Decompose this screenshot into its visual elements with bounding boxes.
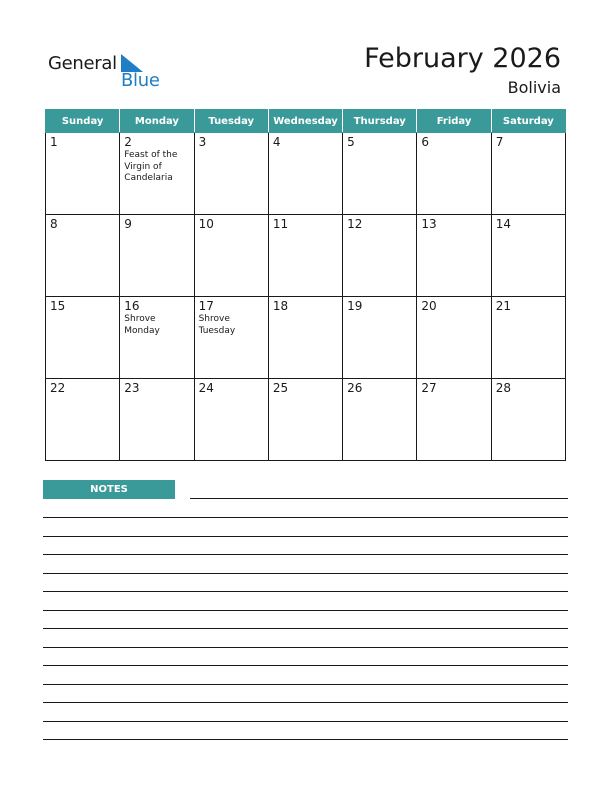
day-cell — [194, 215, 268, 297]
note-line — [43, 665, 568, 666]
week-row — [46, 379, 566, 461]
note-line — [43, 573, 568, 574]
day-cell — [194, 297, 268, 379]
day-cell — [194, 379, 268, 461]
note-line — [190, 498, 568, 499]
day-cell — [491, 133, 565, 215]
day-number: 16 — [124, 299, 140, 313]
day-number: 7 — [495, 135, 504, 149]
day-number: 5 — [347, 135, 355, 149]
day-number: 18 — [272, 299, 289, 313]
holiday-label: Feast of the Virgin of Candelaria — [124, 150, 178, 183]
day-number: 12 — [347, 217, 363, 231]
day-number: 11 — [272, 217, 289, 231]
day-number: 20 — [421, 299, 437, 313]
note-line — [43, 536, 568, 537]
day-number: 28 — [495, 381, 511, 395]
day-cell — [268, 379, 342, 461]
day-cell — [46, 133, 120, 215]
day-cell — [120, 297, 194, 379]
note-line — [43, 610, 568, 611]
weekday-header: Sunday — [46, 110, 120, 133]
day-number: 2 — [124, 135, 132, 149]
day-number: 22 — [50, 381, 66, 395]
day-cell — [46, 379, 120, 461]
weekday-header: Tuesday — [194, 110, 268, 133]
day-cell — [417, 133, 491, 215]
logo-text-general: General — [48, 53, 117, 74]
country-label: Bolivia — [507, 78, 561, 97]
weekday-header: Wednesday — [268, 110, 342, 133]
note-line — [43, 702, 568, 703]
weekday-header: Friday — [417, 110, 491, 133]
day-cell — [46, 215, 120, 297]
day-cell — [417, 297, 491, 379]
day-cell — [120, 379, 194, 461]
day-cell — [491, 379, 565, 461]
weekday-header: Thursday — [343, 110, 417, 133]
logo-text-blue: Blue — [121, 70, 160, 91]
note-line — [43, 628, 568, 629]
day-number: 27 — [421, 381, 437, 395]
weekday-header: Monday — [120, 110, 194, 133]
weekday-header: Saturday — [491, 110, 565, 133]
week-row — [46, 297, 566, 379]
note-line — [43, 739, 568, 740]
week-row — [46, 133, 566, 215]
day-number: 15 — [50, 299, 66, 313]
calendar-grid — [45, 109, 566, 461]
day-cell — [417, 215, 491, 297]
day-number: 23 — [124, 381, 140, 395]
day-cell — [268, 133, 342, 215]
note-line — [43, 517, 568, 518]
note-line — [43, 721, 568, 722]
day-number: 10 — [198, 217, 214, 231]
day-number: 17 — [198, 299, 214, 313]
day-cell — [491, 297, 565, 379]
notes-label: NOTES — [43, 480, 175, 499]
logo — [48, 52, 158, 92]
holiday-label: Shrove Tuesday — [198, 314, 236, 336]
day-cell — [268, 215, 342, 297]
note-line — [43, 684, 568, 685]
day-number: 24 — [198, 381, 214, 395]
day-number: 21 — [495, 299, 511, 313]
day-cell — [343, 215, 417, 297]
note-line — [43, 591, 568, 592]
day-cell — [343, 379, 417, 461]
note-line — [43, 647, 568, 648]
day-cell — [194, 133, 268, 215]
day-cell — [343, 133, 417, 215]
day-number: 8 — [50, 217, 58, 231]
note-line — [43, 554, 568, 555]
day-number: 13 — [421, 217, 437, 231]
day-number: 1 — [50, 135, 58, 149]
day-number: 9 — [124, 217, 132, 231]
day-cell — [491, 215, 565, 297]
page-title: February 2026 — [364, 43, 561, 74]
week-row — [46, 215, 566, 297]
day-cell — [268, 297, 342, 379]
holiday-label: Shrove Monday — [124, 314, 160, 336]
day-number: 25 — [272, 381, 289, 395]
day-cell — [343, 297, 417, 379]
day-number: 3 — [198, 135, 207, 149]
day-number: 14 — [495, 217, 511, 231]
weekday-header-row — [46, 110, 566, 133]
day-cell — [417, 379, 491, 461]
day-number: 6 — [421, 135, 430, 149]
day-cell — [46, 297, 120, 379]
day-number: 19 — [347, 299, 363, 313]
day-cell — [120, 215, 194, 297]
day-cell — [120, 133, 194, 215]
day-number: 4 — [272, 135, 281, 149]
day-number: 26 — [347, 381, 363, 395]
